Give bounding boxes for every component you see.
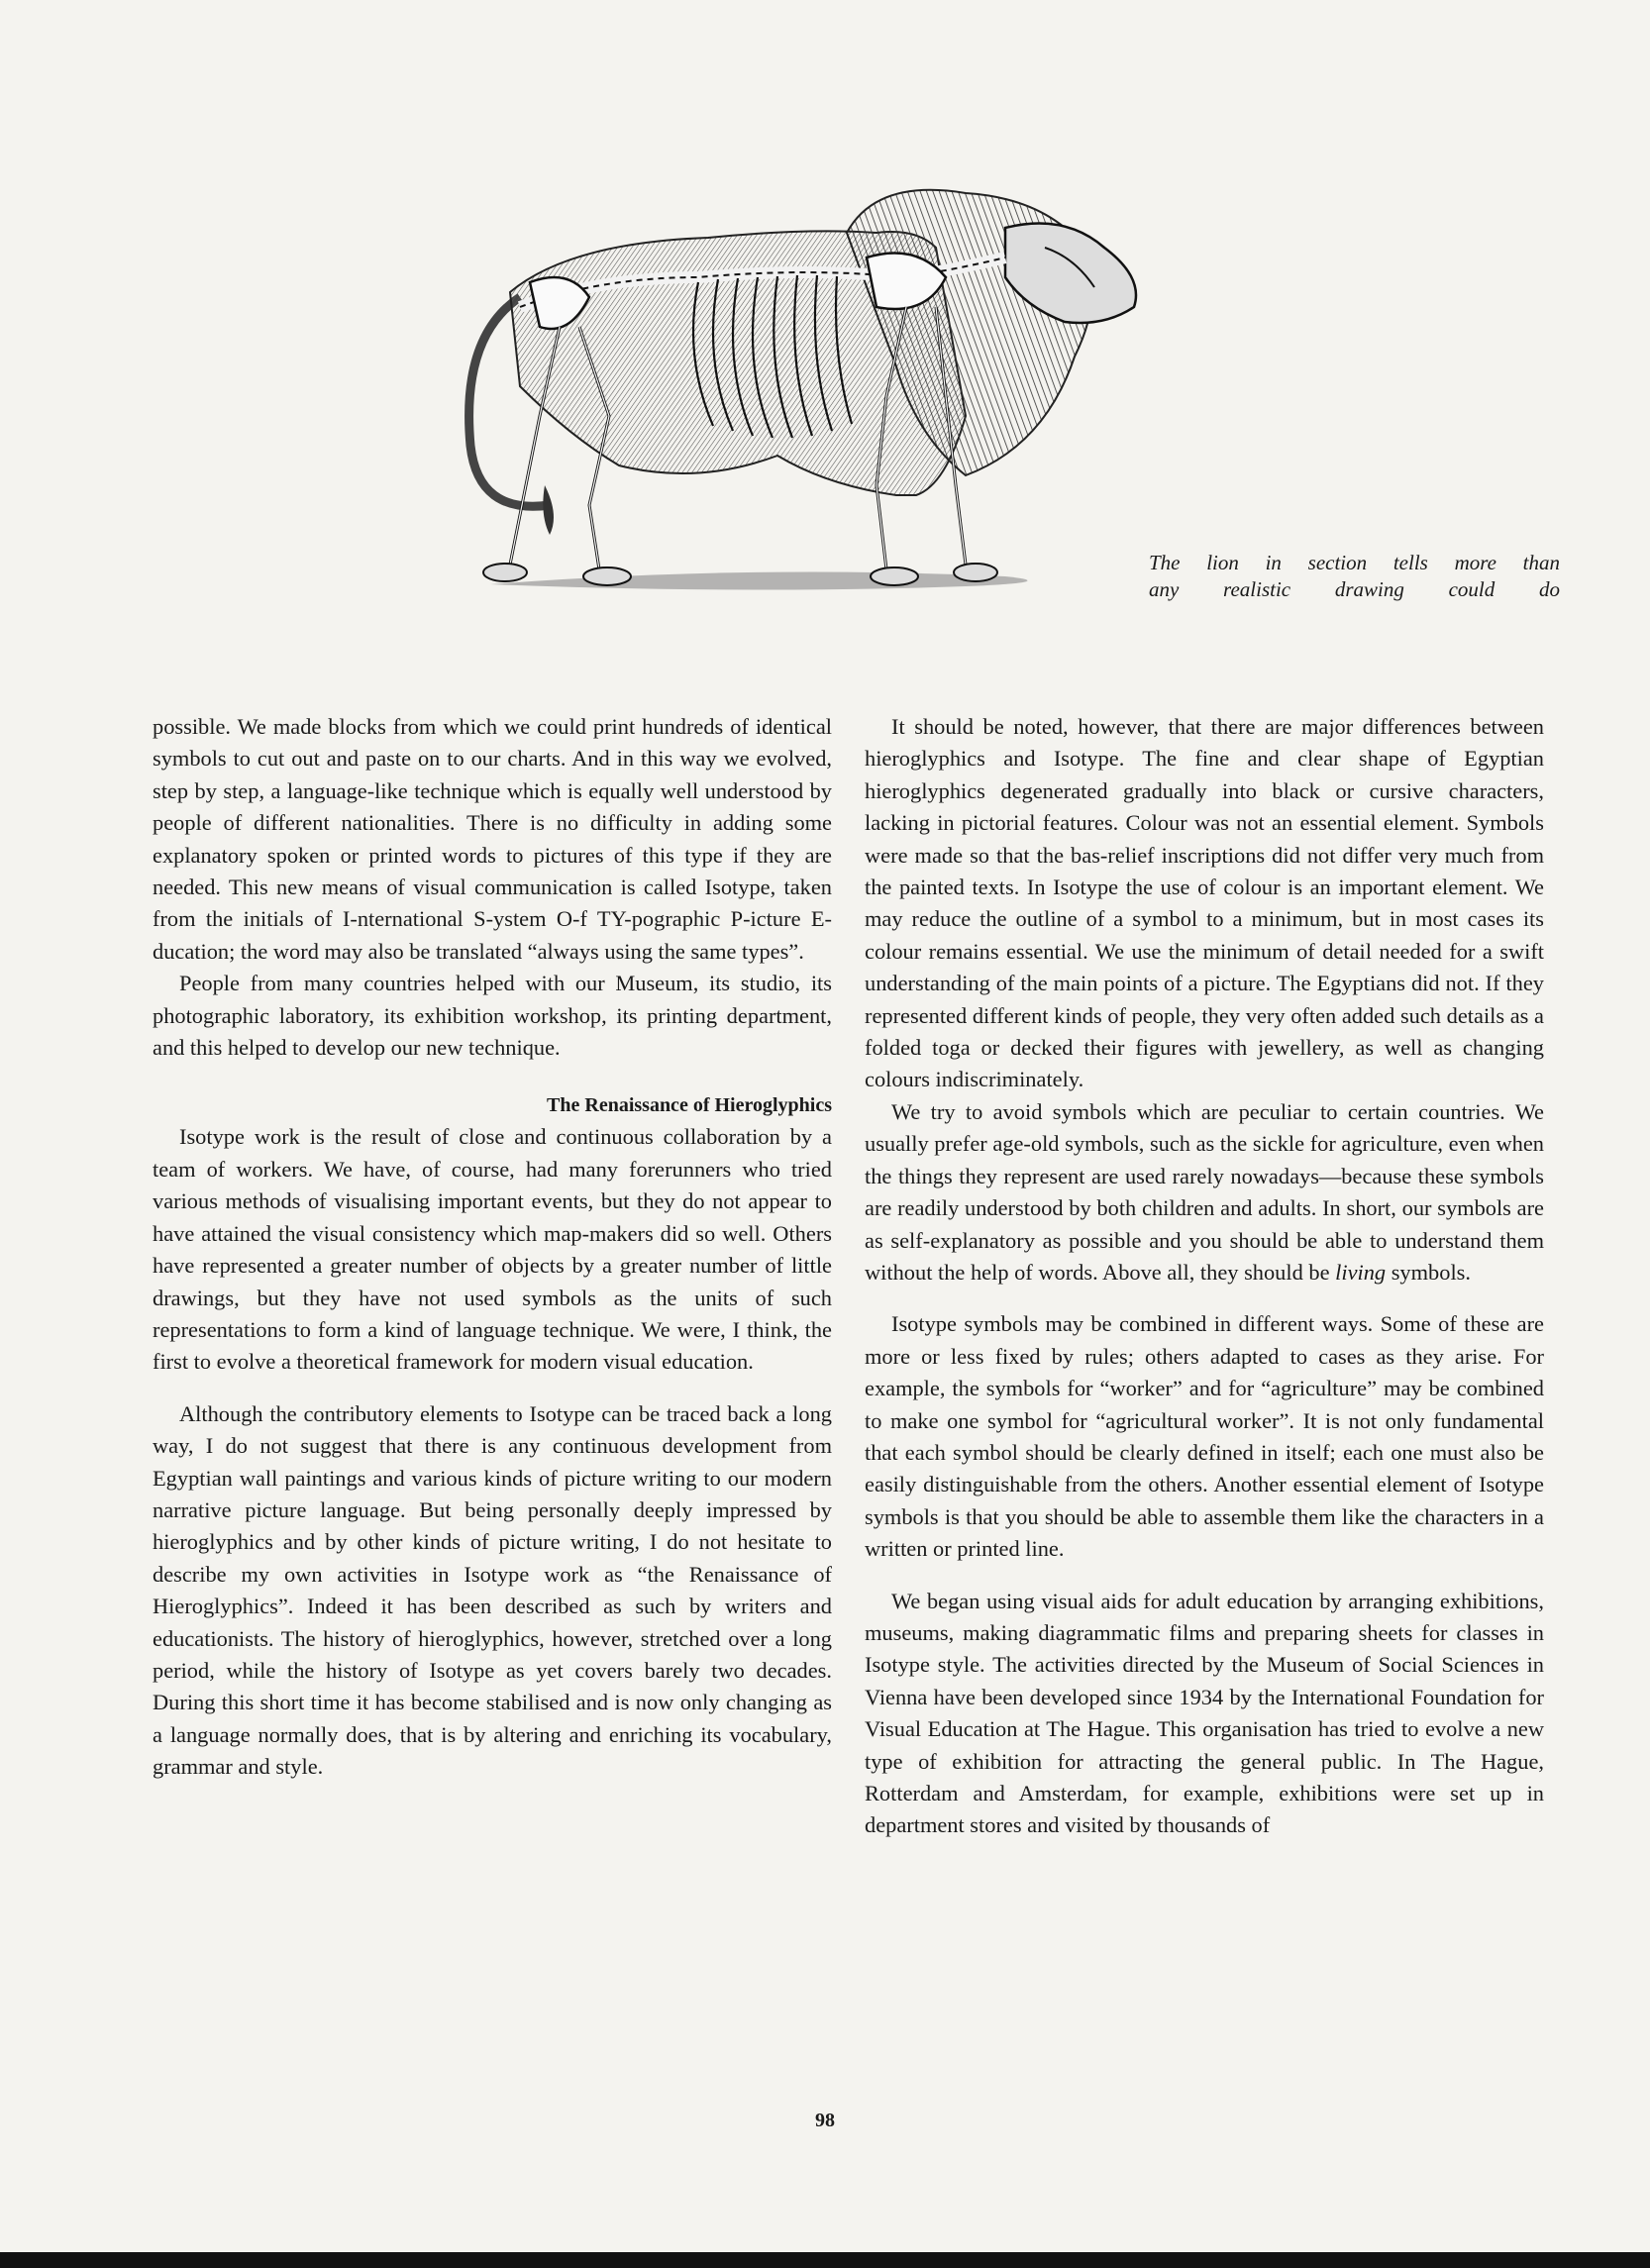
paragraph: It should be noted, however, that there are major differences between hieroglyphics and Isotype. The fine and clear shape of Egyptian hieroglyphics degenerated gradually into black or cursive characters, lacking in pictorial features. Colour was not an essential element. Symbols were made so that the bas-relief inscriptions did not differ very much from the painted texts. In Isotype the use of colour is an important element. We may reduce the outline of a symbol to a minimum, but in most cases its colour remains essential. We use the minimum of detail needed for a swift understanding of the main points of a picture. The Egyptians did not. If they represented different kinds of people, they very often added such details as a folded toga or decked their figures with jewellery, as well as changing colours indiscriminately. bbox=[865, 714, 1544, 1092]
emphasis: living bbox=[1335, 1259, 1387, 1285]
left-column bbox=[153, 711, 832, 1784]
paragraph: People from many countries helped with our Museum, its studio, its photographic laboratory, its exhibition workshop, its printing department, and this helped to develop our new technique. bbox=[153, 971, 832, 1061]
right-column bbox=[865, 711, 1544, 1842]
text-run: We try to avoid symbols which are peculiar to certain countries. We usually prefer age-old symbols, such as the sickle for agriculture, even when the things they represent are used rarely nowadays—because these symbols are readily understood by both children and adults. In short, our symbols are as self-explanatory as possible and you should be able to understand them without the help of words. Above all, they should be bbox=[865, 1098, 1544, 1285]
caption-line-1: The lion in section tells more than bbox=[1149, 551, 1560, 574]
section-heading: The Renaissance of Hieroglyphics bbox=[547, 1094, 832, 1117]
scan-edge bbox=[0, 2252, 1650, 2268]
paragraph: Isotype work is the result of close and continuous collaboration by a team of workers. We have, of course, had many forerunners who tried various methods of visualising important events, but they do not appear to have attained the visual consistency which map-makers did so well. Others have represented a greater number of objects by a greater number of little drawings, but they have not used symbols as the units of such representations to form a kind of language technique. We were, I think, the first to evolve a theoretical framework for modern visual education. bbox=[153, 1124, 832, 1375]
text-run: symbols. bbox=[1386, 1259, 1471, 1285]
paragraph: possible. We made blocks from which we could print hundreds of identical symbols to cut out and paste on to our charts. And in this way we evolved, step by step, a language-like technique which is equally well understood by people of different nationalities. There is no difficulty in adding some explanatory spoken or printed words to pictures of this type if they are needed. This new means of visual communication is called Isotype, taken from the initials of I-nternational S-ystem O-f TY-pographic P-icture E-ducation; the word may also be translated “always using the same types”. bbox=[153, 714, 832, 964]
paragraph: Isotype symbols may be combined in different ways. Some of these are more or less fixed by rules; others adapted to cases as they arise. For example, the symbols for “worker” and for “agriculture” may be combined to make one symbol for “agricultural worker”. It is not only fundamental that each symbol should be clearly defined in itself; each one must also be easily distinguishable from the others. Another essential element of Isotype symbols is that you should be able to assemble them like the characters in a written or printed line. bbox=[865, 1311, 1544, 1562]
paragraph: Although the contributory elements to Isotype can be traced back a long way, I do not suggest that there is any continuous development from Egyptian wall paintings and various kinds of picture writing to our modern narrative picture language. But being personally deeply impressed by hieroglyphics and by other kinds of picture writing, I do not hesitate to describe my own activities in Isotype work as “the Renaissance of Hieroglyphics”. Indeed it has been described as such by writers and educationists. The history of hieroglyphics, however, stretched over a long period, while the history of Isotype as yet covers barely two decades. During this short time it has become stabilised and is now only changing as a language normally does, that is by altering and enriching its vocabulary, grammar and style. bbox=[153, 1400, 832, 1780]
caption-line-2: any realistic drawing could do bbox=[1149, 577, 1560, 601]
paragraph: We began using visual aids for adult education by arranging exhibitions, museums, making diagrammatic films and preparing sheets for classes in Isotype style. The activities directed by the Museum of Social Sciences in Vienna have been developed since 1934 by the International Foundation for Visual Education at The Hague. This organisation has tried to evolve a new type of exhibition for attracting the general public. In The Hague, Rotterdam and Amsterdam, for example, exhibitions were set up in department stores and visited by thousands of bbox=[865, 1588, 1544, 1838]
page-number: 98 bbox=[815, 2110, 835, 2131]
paragraph bbox=[865, 1096, 1544, 1289]
figure-caption bbox=[1149, 550, 1560, 603]
lion-skeleton-illustration bbox=[451, 188, 1154, 604]
